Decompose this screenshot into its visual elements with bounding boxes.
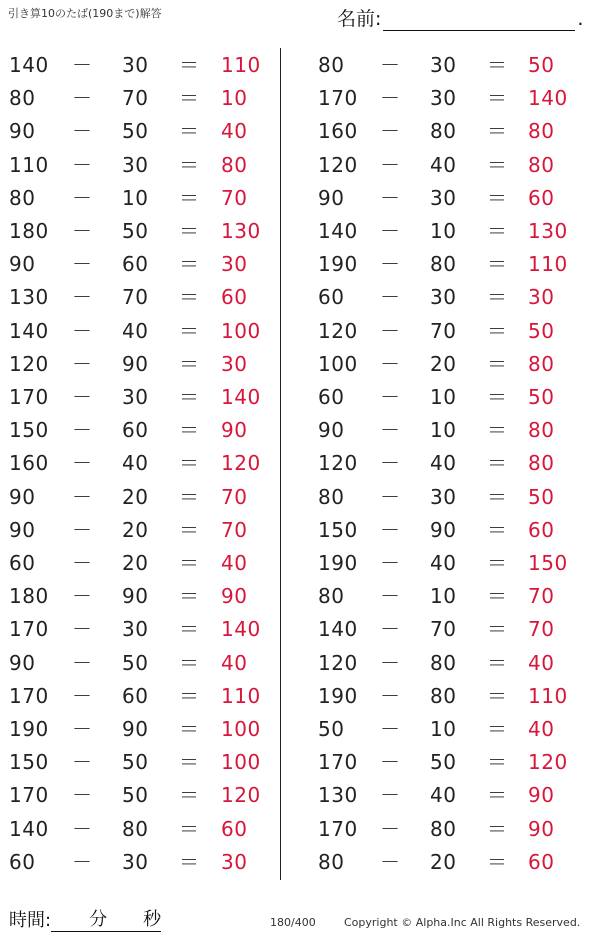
minus-sign: － xyxy=(380,86,401,111)
problem-row xyxy=(0,680,600,713)
minuend: 90 xyxy=(9,650,36,675)
answer: 90 xyxy=(221,418,248,443)
minuend: 60 xyxy=(318,285,345,310)
answer: 50 xyxy=(528,484,555,509)
answer: 80 xyxy=(221,152,248,177)
problem-row xyxy=(0,49,600,82)
answer: 60 xyxy=(221,285,248,310)
equals-sign: ＝ xyxy=(487,53,508,77)
minus-sign: － xyxy=(380,119,401,144)
equals-sign: ＝ xyxy=(487,318,508,343)
answer: 40 xyxy=(221,650,248,675)
problem-row xyxy=(0,315,600,348)
minuend: 170 xyxy=(9,617,49,642)
minus-sign: － xyxy=(72,816,93,841)
minus-sign: － xyxy=(72,53,93,77)
equals-sign: ＝ xyxy=(179,551,200,575)
problem-row xyxy=(0,647,600,680)
subtrahend: 70 xyxy=(430,318,457,343)
minus-sign: － xyxy=(72,783,93,808)
minuend: 190 xyxy=(9,717,49,741)
minus-sign: － xyxy=(380,584,401,609)
answer: 130 xyxy=(528,219,568,243)
answer: 70 xyxy=(221,517,248,542)
subtrahend: 50 xyxy=(122,650,149,675)
subtrahend: 70 xyxy=(122,86,149,111)
problem-row xyxy=(0,281,600,314)
subtrahend: 80 xyxy=(122,816,149,841)
equals-sign: ＝ xyxy=(179,683,200,708)
subtrahend: 60 xyxy=(122,418,149,443)
minus-sign: － xyxy=(380,517,401,542)
equals-sign: ＝ xyxy=(179,717,200,741)
subtrahend: 80 xyxy=(430,252,457,277)
subtrahend: 20 xyxy=(122,484,149,509)
time-blank-line[interactable] xyxy=(51,909,161,932)
answer: 100 xyxy=(221,318,261,343)
minus-sign: － xyxy=(380,783,401,808)
subtrahend: 30 xyxy=(122,617,149,642)
minus-sign: － xyxy=(380,53,401,77)
answer: 80 xyxy=(528,351,555,376)
equals-sign: ＝ xyxy=(179,750,200,775)
answer: 50 xyxy=(528,385,555,409)
subtrahend: 70 xyxy=(430,617,457,642)
subtrahend: 50 xyxy=(122,119,149,144)
equals-sign: ＝ xyxy=(487,219,508,243)
equals-sign: ＝ xyxy=(179,418,200,443)
minus-sign: － xyxy=(72,119,93,144)
problem-row xyxy=(0,580,600,613)
problem-row xyxy=(0,779,600,812)
minuend: 140 xyxy=(318,617,358,642)
minus-sign: － xyxy=(380,418,401,443)
minuend: 90 xyxy=(9,119,36,144)
equals-sign: ＝ xyxy=(487,385,508,409)
equals-sign: ＝ xyxy=(179,185,200,210)
equals-sign: ＝ xyxy=(487,86,508,111)
subtrahend: 10 xyxy=(430,584,457,609)
answer: 60 xyxy=(528,517,555,542)
answer: 80 xyxy=(528,152,555,177)
equals-sign: ＝ xyxy=(487,185,508,210)
minus-sign: － xyxy=(380,683,401,708)
minus-sign: － xyxy=(380,385,401,409)
equals-sign: ＝ xyxy=(487,584,508,609)
answer: 110 xyxy=(221,53,261,77)
problem-row xyxy=(0,447,600,480)
answer: 60 xyxy=(528,849,555,874)
minus-sign: － xyxy=(72,385,93,409)
minuend: 120 xyxy=(318,650,358,675)
equals-sign: ＝ xyxy=(487,617,508,642)
minuend: 180 xyxy=(9,219,49,243)
answer: 120 xyxy=(221,451,261,476)
minuend: 80 xyxy=(318,584,345,609)
minuend: 120 xyxy=(9,351,49,376)
minuend: 160 xyxy=(9,451,49,476)
answer: 70 xyxy=(221,185,248,210)
minus-sign: － xyxy=(72,418,93,443)
minus-sign: － xyxy=(380,717,401,741)
minus-sign: － xyxy=(72,351,93,376)
answer: 30 xyxy=(221,351,248,376)
answer: 30 xyxy=(221,252,248,277)
answer: 40 xyxy=(221,551,248,575)
minuend: 140 xyxy=(9,53,49,77)
equals-sign: ＝ xyxy=(487,650,508,675)
minus-sign: － xyxy=(380,252,401,277)
equals-sign: ＝ xyxy=(487,119,508,144)
answer: 50 xyxy=(528,53,555,77)
equals-sign: ＝ xyxy=(487,285,508,310)
problem-row xyxy=(0,514,600,547)
equals-sign: ＝ xyxy=(487,816,508,841)
minutes-label: 分 xyxy=(89,909,108,930)
problem-row xyxy=(0,813,600,846)
equals-sign: ＝ xyxy=(179,119,200,144)
problem-row xyxy=(0,381,600,414)
minuend: 110 xyxy=(9,152,49,177)
subtrahend: 90 xyxy=(122,351,149,376)
subtrahend: 40 xyxy=(430,451,457,476)
equals-sign: ＝ xyxy=(179,849,200,874)
subtrahend: 10 xyxy=(122,185,149,210)
minuend: 170 xyxy=(318,86,358,111)
subtrahend: 20 xyxy=(430,849,457,874)
equals-sign: ＝ xyxy=(487,783,508,808)
answer: 70 xyxy=(528,584,555,609)
answer: 70 xyxy=(221,484,248,509)
equals-sign: ＝ xyxy=(179,53,200,77)
minuend: 90 xyxy=(9,484,36,509)
answer: 40 xyxy=(528,650,555,675)
equals-sign: ＝ xyxy=(179,219,200,243)
minuend: 180 xyxy=(9,584,49,609)
minuend: 170 xyxy=(318,750,358,775)
minus-sign: － xyxy=(380,849,401,874)
answer: 110 xyxy=(221,683,261,708)
minuend: 140 xyxy=(318,219,358,243)
minuend: 90 xyxy=(9,252,36,277)
minus-sign: － xyxy=(380,219,401,243)
copyright-text: Copyright © Alpha.Inc All Rights Reserved. xyxy=(344,916,581,929)
equals-sign: ＝ xyxy=(487,849,508,874)
minuend: 100 xyxy=(318,351,358,376)
minus-sign: － xyxy=(72,318,93,343)
subtrahend: 60 xyxy=(122,683,149,708)
minus-sign: － xyxy=(72,551,93,575)
worksheet-title: 引き算10のたば(190まで)解答 xyxy=(8,7,162,20)
problem-row xyxy=(0,348,600,381)
subtrahend: 10 xyxy=(430,717,457,741)
problem-row xyxy=(0,248,600,281)
minuend: 170 xyxy=(318,816,358,841)
minus-sign: － xyxy=(380,351,401,376)
minus-sign: － xyxy=(72,717,93,741)
problem-row xyxy=(0,82,600,115)
minus-sign: － xyxy=(380,551,401,575)
subtrahend: 80 xyxy=(430,683,457,708)
minus-sign: － xyxy=(72,86,93,111)
minuend: 120 xyxy=(318,152,358,177)
subtrahend: 90 xyxy=(122,584,149,609)
minuend: 60 xyxy=(9,551,36,575)
minus-sign: － xyxy=(72,650,93,675)
answer: 120 xyxy=(221,783,261,808)
answer: 100 xyxy=(221,750,261,775)
minus-sign: － xyxy=(380,152,401,177)
answer: 80 xyxy=(528,119,555,144)
minuend: 140 xyxy=(9,318,49,343)
equals-sign: ＝ xyxy=(487,750,508,775)
minuend: 150 xyxy=(9,750,49,775)
minus-sign: － xyxy=(72,750,93,775)
minuend: 190 xyxy=(318,252,358,277)
subtrahend: 90 xyxy=(430,517,457,542)
problem-row xyxy=(0,182,600,215)
answer: 140 xyxy=(528,86,568,111)
answer: 100 xyxy=(221,717,261,741)
minuend: 170 xyxy=(9,385,49,409)
answer: 130 xyxy=(221,219,261,243)
equals-sign: ＝ xyxy=(487,484,508,509)
subtrahend: 30 xyxy=(430,86,457,111)
problem-row xyxy=(0,846,600,879)
equals-sign: ＝ xyxy=(179,617,200,642)
problem-row xyxy=(0,547,600,580)
answer: 40 xyxy=(221,119,248,144)
minuend: 80 xyxy=(318,53,345,77)
problem-row xyxy=(0,149,600,182)
name-line-end: . xyxy=(577,8,584,30)
time-label: 時間: xyxy=(9,910,52,931)
subtrahend: 20 xyxy=(122,517,149,542)
answer: 10 xyxy=(221,86,248,111)
subtrahend: 40 xyxy=(430,551,457,575)
minus-sign: － xyxy=(380,650,401,675)
minuend: 170 xyxy=(9,783,49,808)
minuend: 150 xyxy=(318,517,358,542)
minus-sign: － xyxy=(380,617,401,642)
time-field xyxy=(9,906,161,932)
subtrahend: 90 xyxy=(122,717,149,741)
minus-sign: － xyxy=(72,152,93,177)
equals-sign: ＝ xyxy=(179,252,200,277)
equals-sign: ＝ xyxy=(487,551,508,575)
problem-row xyxy=(0,613,600,646)
subtrahend: 10 xyxy=(430,385,457,409)
answer: 120 xyxy=(528,750,568,775)
minus-sign: － xyxy=(72,484,93,509)
subtrahend: 20 xyxy=(430,351,457,376)
subtrahend: 60 xyxy=(122,252,149,277)
equals-sign: ＝ xyxy=(179,152,200,177)
name-field xyxy=(337,4,583,31)
answer: 140 xyxy=(221,385,261,409)
minus-sign: － xyxy=(72,617,93,642)
minuend: 80 xyxy=(318,849,345,874)
problem-row xyxy=(0,746,600,779)
subtrahend: 80 xyxy=(430,650,457,675)
minuend: 60 xyxy=(9,849,36,874)
minuend: 160 xyxy=(318,119,358,144)
minuend: 190 xyxy=(318,683,358,708)
subtrahend: 40 xyxy=(430,783,457,808)
equals-sign: ＝ xyxy=(179,318,200,343)
subtrahend: 40 xyxy=(430,152,457,177)
equals-sign: ＝ xyxy=(179,816,200,841)
equals-sign: ＝ xyxy=(179,584,200,609)
subtrahend: 30 xyxy=(430,185,457,210)
minus-sign: － xyxy=(380,816,401,841)
equals-sign: ＝ xyxy=(487,717,508,741)
subtrahend: 30 xyxy=(122,53,149,77)
minuend: 120 xyxy=(318,451,358,476)
minuend: 80 xyxy=(9,185,36,210)
answer: 80 xyxy=(528,451,555,476)
answer: 50 xyxy=(528,318,555,343)
subtrahend: 30 xyxy=(430,53,457,77)
minus-sign: － xyxy=(380,285,401,310)
answer: 150 xyxy=(528,551,568,575)
minus-sign: － xyxy=(72,252,93,277)
minuend: 170 xyxy=(9,683,49,708)
subtrahend: 10 xyxy=(430,219,457,243)
equals-sign: ＝ xyxy=(179,517,200,542)
answer: 90 xyxy=(528,816,555,841)
minus-sign: － xyxy=(72,219,93,243)
minuend: 50 xyxy=(318,717,345,741)
minus-sign: － xyxy=(72,849,93,874)
subtrahend: 30 xyxy=(430,285,457,310)
minus-sign: － xyxy=(72,517,93,542)
subtrahend: 30 xyxy=(122,385,149,409)
equals-sign: ＝ xyxy=(487,351,508,376)
answer: 110 xyxy=(528,683,568,708)
minus-sign: － xyxy=(72,683,93,708)
subtrahend: 30 xyxy=(122,152,149,177)
equals-sign: ＝ xyxy=(179,451,200,476)
equals-sign: ＝ xyxy=(179,650,200,675)
subtrahend: 80 xyxy=(430,816,457,841)
minus-sign: － xyxy=(380,484,401,509)
subtrahend: 20 xyxy=(122,551,149,575)
minuend: 90 xyxy=(318,418,345,443)
problem-row xyxy=(0,115,600,148)
problem-row xyxy=(0,414,600,447)
minus-sign: － xyxy=(380,185,401,210)
subtrahend: 30 xyxy=(122,849,149,874)
minus-sign: － xyxy=(72,451,93,476)
equals-sign: ＝ xyxy=(179,484,200,509)
answer: 110 xyxy=(528,252,568,277)
name-label: 名前: xyxy=(337,8,382,30)
minus-sign: － xyxy=(380,451,401,476)
equals-sign: ＝ xyxy=(487,683,508,708)
answer: 60 xyxy=(221,816,248,841)
minuend: 150 xyxy=(9,418,49,443)
subtrahend: 70 xyxy=(122,285,149,310)
equals-sign: ＝ xyxy=(179,351,200,376)
equals-sign: ＝ xyxy=(179,285,200,310)
problem-row xyxy=(0,215,600,248)
answer: 140 xyxy=(221,617,261,642)
minus-sign: － xyxy=(380,318,401,343)
answer: 30 xyxy=(221,849,248,874)
answer: 90 xyxy=(221,584,248,609)
answer: 30 xyxy=(528,285,555,310)
problem-row xyxy=(0,481,600,514)
minuend: 130 xyxy=(9,285,49,310)
equals-sign: ＝ xyxy=(487,418,508,443)
answer: 80 xyxy=(528,418,555,443)
minuend: 90 xyxy=(9,517,36,542)
minus-sign: － xyxy=(72,584,93,609)
subtrahend: 50 xyxy=(122,750,149,775)
subtrahend: 80 xyxy=(430,119,457,144)
answer: 40 xyxy=(528,717,555,741)
answer: 60 xyxy=(528,185,555,210)
name-blank-line[interactable] xyxy=(383,11,575,31)
equals-sign: ＝ xyxy=(179,86,200,111)
seconds-label: 秒 xyxy=(143,909,162,930)
minuend: 120 xyxy=(318,318,358,343)
subtrahend: 50 xyxy=(122,783,149,808)
minus-sign: － xyxy=(72,285,93,310)
equals-sign: ＝ xyxy=(487,517,508,542)
minuend: 90 xyxy=(318,185,345,210)
equals-sign: ＝ xyxy=(487,252,508,277)
subtrahend: 40 xyxy=(122,318,149,343)
equals-sign: ＝ xyxy=(487,451,508,476)
minuend: 60 xyxy=(318,385,345,409)
minuend: 190 xyxy=(318,551,358,575)
problem-row xyxy=(0,713,600,746)
minuend: 80 xyxy=(318,484,345,509)
subtrahend: 30 xyxy=(430,484,457,509)
page-number: 180/400 xyxy=(270,916,316,929)
equals-sign: ＝ xyxy=(179,385,200,409)
subtrahend: 40 xyxy=(122,451,149,476)
minuend: 130 xyxy=(318,783,358,808)
equals-sign: ＝ xyxy=(179,783,200,808)
minuend: 140 xyxy=(9,816,49,841)
minus-sign: － xyxy=(72,185,93,210)
subtrahend: 10 xyxy=(430,418,457,443)
subtrahend: 50 xyxy=(430,750,457,775)
answer: 70 xyxy=(528,617,555,642)
subtrahend: 50 xyxy=(122,219,149,243)
equals-sign: ＝ xyxy=(487,152,508,177)
answer: 90 xyxy=(528,783,555,808)
minuend: 80 xyxy=(9,86,36,111)
minus-sign: － xyxy=(380,750,401,775)
